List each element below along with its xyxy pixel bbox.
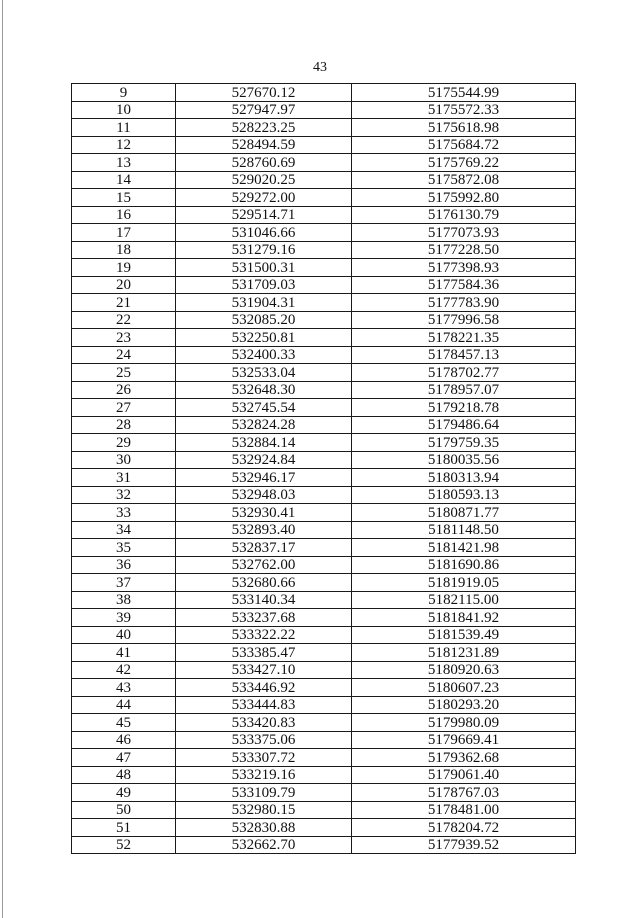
table-row [72,486,576,504]
x-coordinate-cell: 532837.17 [176,539,352,557]
x-coordinate-cell: 533219.16 [176,766,352,784]
page-edge-line [2,0,3,918]
point-number-cell: 33 [72,504,176,522]
point-number-cell: 51 [72,819,176,837]
x-coordinate-cell: 532400.33 [176,346,352,364]
point-number-cell: 38 [72,591,176,609]
x-coordinate-cell: 532662.70 [176,836,352,854]
y-coordinate-cell: 5178204.72 [352,819,576,837]
x-coordinate-cell: 531904.31 [176,294,352,312]
y-coordinate-cell: 5180593.13 [352,486,576,504]
point-number-cell: 30 [72,451,176,469]
table-row [72,451,576,469]
y-coordinate-cell: 5177584.36 [352,276,576,294]
point-number-cell: 52 [72,836,176,854]
x-coordinate-cell: 532762.00 [176,556,352,574]
table-row [72,241,576,259]
y-coordinate-cell: 5179759.35 [352,434,576,452]
y-coordinate-cell: 5181690.86 [352,556,576,574]
point-number-cell: 31 [72,469,176,487]
table-row [72,346,576,364]
table-row [72,836,576,854]
point-number-cell: 25 [72,364,176,382]
y-coordinate-cell: 5175572.33 [352,101,576,119]
point-number-cell: 16 [72,206,176,224]
x-coordinate-cell: 531279.16 [176,241,352,259]
y-coordinate-cell: 5179061.40 [352,766,576,784]
table-row [72,276,576,294]
x-coordinate-cell: 532884.14 [176,434,352,452]
point-number-cell: 35 [72,539,176,557]
table-row [72,84,576,102]
point-number-cell: 44 [72,696,176,714]
x-coordinate-cell: 532680.66 [176,574,352,592]
y-coordinate-cell: 5180607.23 [352,679,576,697]
point-number-cell: 18 [72,241,176,259]
x-coordinate-cell: 532648.30 [176,381,352,399]
y-coordinate-cell: 5180920.63 [352,661,576,679]
x-coordinate-cell: 533420.83 [176,714,352,732]
y-coordinate-cell: 5181539.49 [352,626,576,644]
x-coordinate-cell: 532893.40 [176,521,352,539]
y-coordinate-cell: 5178767.03 [352,784,576,802]
point-number-cell: 50 [72,801,176,819]
table-row [72,696,576,714]
table-row [72,819,576,837]
table-row [72,644,576,662]
y-coordinate-cell: 5175544.99 [352,84,576,102]
x-coordinate-cell: 528760.69 [176,154,352,172]
point-number-cell: 23 [72,329,176,347]
y-coordinate-cell: 5177073.93 [352,224,576,242]
x-coordinate-cell: 532250.81 [176,329,352,347]
table-row [72,329,576,347]
x-coordinate-cell: 529272.00 [176,189,352,207]
y-coordinate-cell: 5181421.98 [352,539,576,557]
table-row [72,136,576,154]
point-number-cell: 12 [72,136,176,154]
x-coordinate-cell: 532085.20 [176,311,352,329]
y-coordinate-cell: 5175872.08 [352,171,576,189]
x-coordinate-cell: 533444.83 [176,696,352,714]
x-coordinate-cell: 531500.31 [176,259,352,277]
point-number-cell: 41 [72,644,176,662]
y-coordinate-cell: 5178481.00 [352,801,576,819]
table-row [72,224,576,242]
y-coordinate-cell: 5180293.20 [352,696,576,714]
y-coordinate-cell: 5179362.68 [352,749,576,767]
x-coordinate-cell: 527670.12 [176,84,352,102]
x-coordinate-cell: 532948.03 [176,486,352,504]
x-coordinate-cell: 532745.54 [176,399,352,417]
x-coordinate-cell: 531709.03 [176,276,352,294]
point-number-cell: 9 [72,84,176,102]
y-coordinate-cell: 5181231.89 [352,644,576,662]
table-row [72,801,576,819]
point-number-cell: 13 [72,154,176,172]
coordinates-table [71,83,576,854]
y-coordinate-cell: 5181919.05 [352,574,576,592]
table-row [72,154,576,172]
table-row [72,574,576,592]
y-coordinate-cell: 5179486.64 [352,416,576,434]
x-coordinate-cell: 532930.41 [176,504,352,522]
point-number-cell: 37 [72,574,176,592]
table-row [72,381,576,399]
x-coordinate-cell: 532946.17 [176,469,352,487]
y-coordinate-cell: 5180035.56 [352,451,576,469]
table-row [72,609,576,627]
table-row [72,259,576,277]
y-coordinate-cell: 5177783.90 [352,294,576,312]
point-number-cell: 47 [72,749,176,767]
point-number-cell: 14 [72,171,176,189]
x-coordinate-cell: 532830.88 [176,819,352,837]
table-row [72,364,576,382]
x-coordinate-cell: 532924.84 [176,451,352,469]
y-coordinate-cell: 5178221.35 [352,329,576,347]
point-number-cell: 17 [72,224,176,242]
point-number-cell: 22 [72,311,176,329]
y-coordinate-cell: 5181841.92 [352,609,576,627]
point-number-cell: 40 [72,626,176,644]
y-coordinate-cell: 5177398.93 [352,259,576,277]
x-coordinate-cell: 532980.15 [176,801,352,819]
table-row [72,119,576,137]
y-coordinate-cell: 5178457.13 [352,346,576,364]
table-row [72,521,576,539]
point-number-cell: 42 [72,661,176,679]
x-coordinate-cell: 532533.04 [176,364,352,382]
x-coordinate-cell: 528494.59 [176,136,352,154]
table-row [72,469,576,487]
x-coordinate-cell: 533140.34 [176,591,352,609]
table-row [72,294,576,312]
y-coordinate-cell: 5175684.72 [352,136,576,154]
point-number-cell: 20 [72,276,176,294]
x-coordinate-cell: 533322.22 [176,626,352,644]
point-number-cell: 46 [72,731,176,749]
coordinates-table-body [72,84,576,854]
point-number-cell: 24 [72,346,176,364]
table-row [72,399,576,417]
x-coordinate-cell: 529514.71 [176,206,352,224]
table-row [72,749,576,767]
y-coordinate-cell: 5179980.09 [352,714,576,732]
point-number-cell: 28 [72,416,176,434]
y-coordinate-cell: 5182115.00 [352,591,576,609]
table-row [72,171,576,189]
point-number-cell: 29 [72,434,176,452]
point-number-cell: 15 [72,189,176,207]
table-row [72,189,576,207]
x-coordinate-cell: 529020.25 [176,171,352,189]
point-number-cell: 49 [72,784,176,802]
table-row [72,206,576,224]
x-coordinate-cell: 527947.97 [176,101,352,119]
table-row [72,311,576,329]
y-coordinate-cell: 5179669.41 [352,731,576,749]
y-coordinate-cell: 5178702.77 [352,364,576,382]
x-coordinate-cell: 532824.28 [176,416,352,434]
y-coordinate-cell: 5175618.98 [352,119,576,137]
point-number-cell: 21 [72,294,176,312]
y-coordinate-cell: 5177996.58 [352,311,576,329]
table-row [72,731,576,749]
x-coordinate-cell: 533375.06 [176,731,352,749]
point-number-cell: 27 [72,399,176,417]
y-coordinate-cell: 5175769.22 [352,154,576,172]
point-number-cell: 26 [72,381,176,399]
table-row [72,714,576,732]
point-number-cell: 11 [72,119,176,137]
x-coordinate-cell: 533109.79 [176,784,352,802]
point-number-cell: 10 [72,101,176,119]
point-number-cell: 43 [72,679,176,697]
point-number-cell: 36 [72,556,176,574]
y-coordinate-cell: 5177939.52 [352,836,576,854]
x-coordinate-cell: 533307.72 [176,749,352,767]
y-coordinate-cell: 5178957.07 [352,381,576,399]
y-coordinate-cell: 5175992.80 [352,189,576,207]
y-coordinate-cell: 5179218.78 [352,399,576,417]
y-coordinate-cell: 5180313.94 [352,469,576,487]
table-row [72,626,576,644]
x-coordinate-cell: 533385.47 [176,644,352,662]
table-row [72,766,576,784]
point-number-cell: 34 [72,521,176,539]
table-row [72,434,576,452]
point-number-cell: 39 [72,609,176,627]
point-number-cell: 32 [72,486,176,504]
page-number: 43 [313,60,327,75]
point-number-cell: 19 [72,259,176,277]
table-row [72,539,576,557]
point-number-cell: 45 [72,714,176,732]
table-row [72,416,576,434]
table-row [72,784,576,802]
table-row [72,101,576,119]
x-coordinate-cell: 528223.25 [176,119,352,137]
table-row [72,661,576,679]
point-number-cell: 48 [72,766,176,784]
x-coordinate-cell: 533446.92 [176,679,352,697]
y-coordinate-cell: 5177228.50 [352,241,576,259]
table-row [72,679,576,697]
table-row [72,504,576,522]
x-coordinate-cell: 533237.68 [176,609,352,627]
table-row [72,591,576,609]
table-row [72,556,576,574]
x-coordinate-cell: 533427.10 [176,661,352,679]
y-coordinate-cell: 5176130.79 [352,206,576,224]
x-coordinate-cell: 531046.66 [176,224,352,242]
y-coordinate-cell: 5181148.50 [352,521,576,539]
y-coordinate-cell: 5180871.77 [352,504,576,522]
